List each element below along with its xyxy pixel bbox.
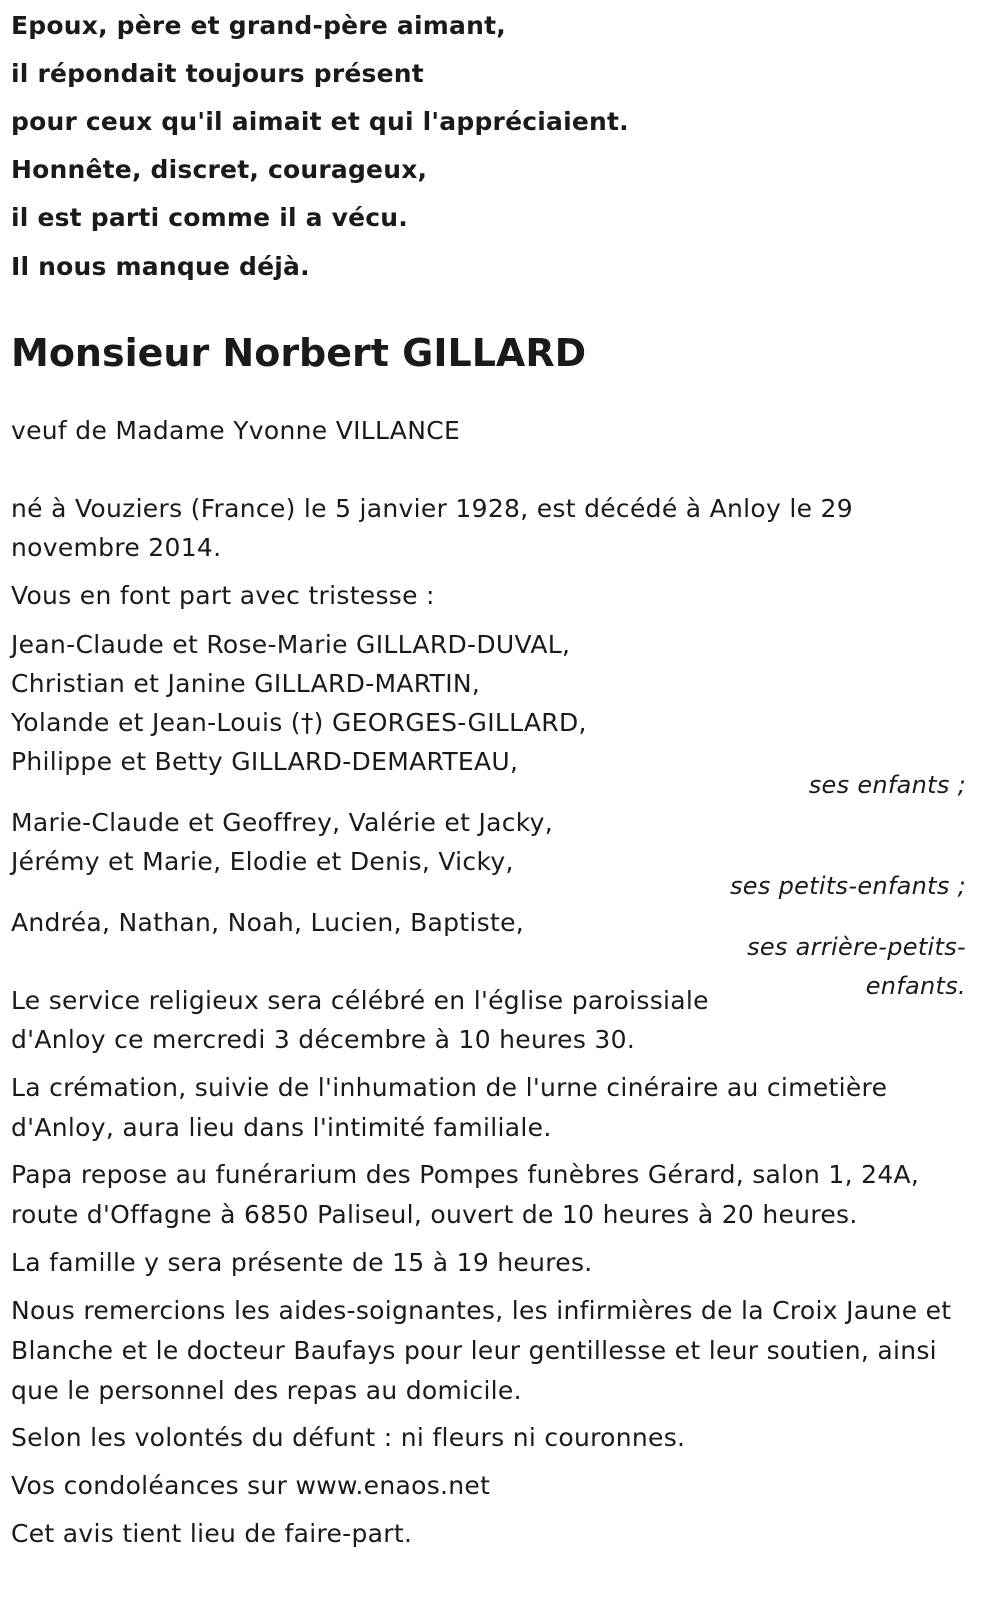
poem-line-4: Honnête, discret, courageux,: [11, 155, 428, 184]
widower-line: veuf de Madame Yvonne VILLANCE: [11, 416, 461, 445]
children-line-1: Jean-Claude et Rose-Marie GILLARD-DUVAL,: [11, 630, 571, 659]
funeral-home-paragraph: Papa repose au funérarium des Pompes funèbres Gérard, salon 1, 24A, route d'Offagne à 6850 Paliseul, ouvert de 10 heures à 20 heures.: [11, 1160, 920, 1229]
poem-line-6: Il nous manque déjà.: [11, 252, 310, 281]
dagger-icon: †: [300, 708, 314, 737]
notice-paragraph: Cet avis tient lieu de faire-part.: [11, 1519, 413, 1548]
thanks-paragraph: Nous remercions les aides-soignantes, les infirmières de la Croix Jaune et Blanche et le docteur Baufays pour leur gentillesse et leur soutien, ainsi que le personnel des repas au domicile.: [11, 1296, 952, 1405]
service-line-2: d'Anloy ce mercredi 3 décembre à 10 heures 30.: [11, 1025, 636, 1054]
children-line-4: Philippe et Betty GILLARD-DEMARTEAU,: [11, 747, 519, 776]
poem-line-3: pour ceux qu'il aimait et qui l'appréciaient.: [11, 107, 629, 136]
children-line-3-before: Yolande et Jean-Louis (: [11, 708, 301, 737]
grandchildren-line-1: Marie-Claude et Geoffrey, Valérie et Jacky,: [11, 808, 554, 837]
grandchildren-line-2: Jérémy et Marie, Elodie et Denis, Vicky,: [11, 847, 514, 876]
children-role: ses enfants ;: [808, 771, 966, 799]
birth-death-line-2: novembre 2014.: [11, 533, 222, 562]
poem-line-1: Epoux, père et grand-père aimant,: [11, 11, 506, 40]
wishes-paragraph: Selon les volontés du défunt : ni fleurs ni couronnes.: [11, 1423, 686, 1452]
poem-line-5: il est parti comme il a vécu.: [11, 203, 408, 232]
poem-line-2: il répondait toujours présent: [11, 59, 424, 88]
grandchildren-role: ses petits-enfants ;: [729, 872, 966, 900]
great-grandchildren-line-1: Andréa, Nathan, Noah, Lucien, Baptiste,: [11, 908, 525, 937]
cremation-paragraph: La crémation, suivie de l'inhumation de l'urne cinéraire au cimetière d'Anloy, aura lieu dans l'intimité familiale.: [11, 1073, 888, 1142]
announcement-line: Vous en font part avec tristesse :: [11, 581, 435, 610]
service-line-1: Le service religieux sera célébré en l'église paroissiale: [11, 986, 709, 1015]
children-line-2: Christian et Janine GILLARD-MARTIN,: [11, 669, 481, 698]
birth-death-line-1: né à Vouziers (France) le 5 janvier 1928, est décédé à Anloy le 29: [11, 494, 853, 523]
condolences-paragraph: Vos condoléances sur www.enaos.net: [11, 1471, 491, 1500]
family-presence-paragraph: La famille y sera présente de 15 à 19 heures.: [11, 1248, 593, 1277]
children-line-3-after: ) GEORGES-GILLARD,: [313, 708, 587, 737]
great-grandchildren-role-line-2: enfants.: [865, 972, 966, 1000]
great-grandchildren-role-line-1: ses arrière-petits-: [747, 933, 966, 961]
deceased-name-title: Monsieur Norbert GILLARD: [11, 331, 587, 375]
children-line-3: [11, 708, 587, 738]
